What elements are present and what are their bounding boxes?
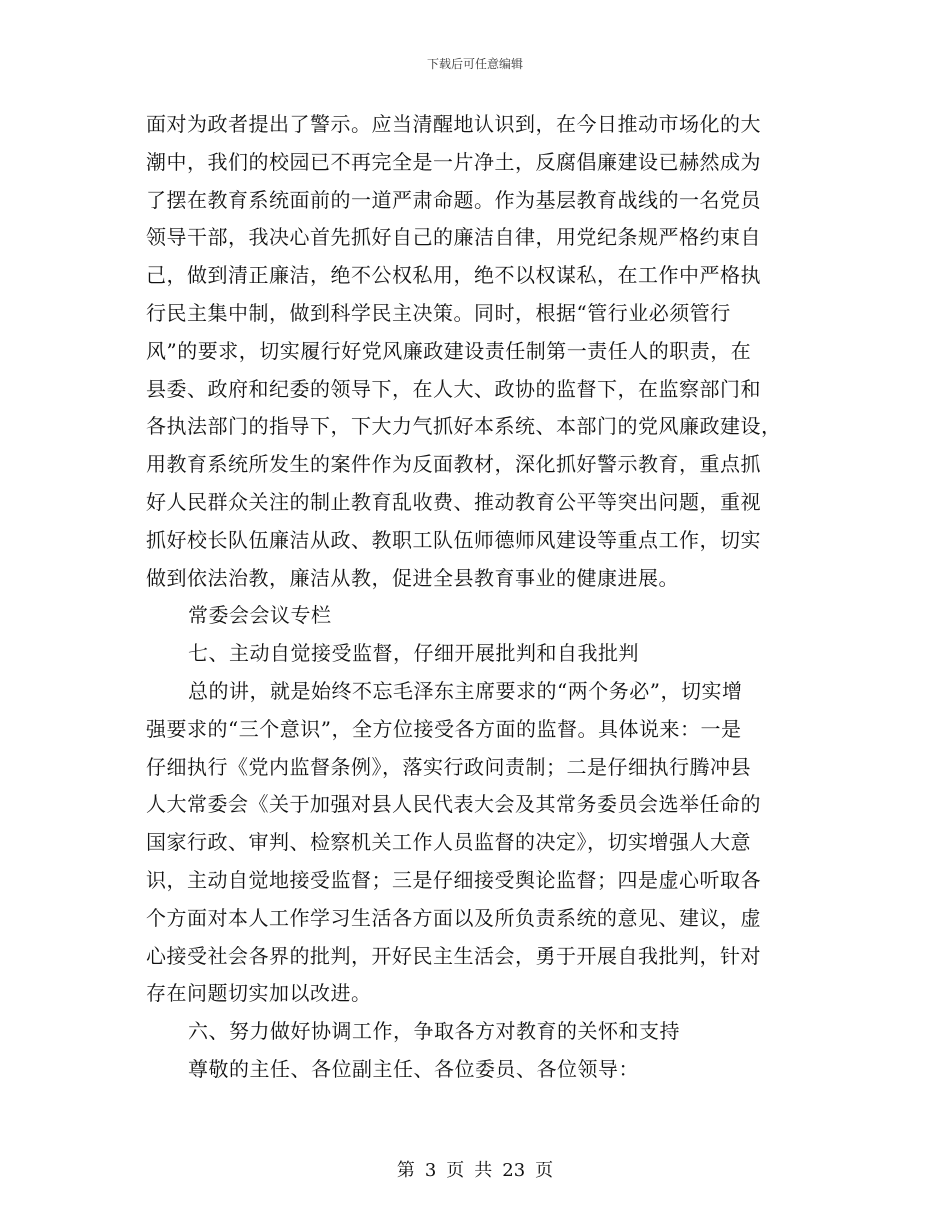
text-line: 个方面对本人工作学习生活各方面以及所负责系统的意见、建议，虚 (146, 905, 761, 930)
text-line: 国家行政、审判、检察机关工作人员监督的决定》，切实增强人大意 (146, 830, 751, 855)
current-page-number: 3 (424, 1160, 437, 1181)
text-line: 风”的要求，切实履行好党风廉政建设责任制第一责任人的职责，在 (146, 338, 752, 363)
text-line: 领导干部，我决心首先抓好自己的廉洁自律，用党纪条规严格约束自 (146, 225, 761, 250)
salutation: 尊敬的主任、各位副主任、各位委员、各位领导： (188, 1056, 639, 1081)
text-line: 存在问题切实加以改进。 (146, 981, 372, 1006)
document-body (146, 106, 808, 1089)
text-line: 面对为政者提出了警示。应当清醒地认识到，在今日推动市场化的大 (146, 112, 761, 136)
text-line: 了摆在教育系统面前的一道严肃命题。作为基层教育战线的一名党员 (146, 187, 761, 212)
text-line: 抓好校长队伍廉洁从政、教职工队伍师德师风建设等重点工作，切实 (146, 527, 761, 552)
column-heading: 常委会会议专栏 (188, 603, 332, 628)
text-line: 强要求的“三个意识”，全方位接受各方面的监督。具体说来：一是 (146, 716, 742, 741)
footer-total-label: 共 (474, 1160, 493, 1181)
page-footer (0, 1156, 950, 1182)
paragraph-start: 总的讲，就是始终不忘毛泽东主席要求的“两个务必”，切实增 (188, 678, 743, 703)
text-line: 好人民群众关注的制止教育乱收费、推动教育公平等突出问题，重视 (146, 489, 761, 514)
text-line: 识，主动自觉地接受监督；三是仔细接受舆论监督；四是虚心听取各 (146, 867, 761, 892)
footer-page-label: 页 (446, 1160, 465, 1181)
section-heading-7: 七、主动自觉接受监督，仔细开展批判和自我批判 (188, 641, 639, 666)
page-header: 下载后可任意编辑 (426, 57, 523, 71)
text-line: 用教育系统所发生的案件作为反面教材，深化抓好警示教育，重点抓 (146, 452, 761, 477)
text-line: 人大常委会《关于加强对县人民代表大会及其常务委员会选举任命的 (146, 792, 761, 817)
text-line: 己，做到清正廉洁，绝不公权私用，绝不以权谋私，在工作中严格执 (146, 263, 761, 288)
text-line: 行民主集中制，做到科学民主决策。同时，根据“管行业必须管行 (146, 300, 731, 325)
text-line: 做到依法治教，廉洁从教，促进全县教育事业的健康进展。 (146, 565, 679, 590)
text-line: 县委、政府和纪委的领导下，在人大、政协的监督下，在监察部门和 (146, 376, 761, 401)
section-heading-6: 六、努力做好协调工作，争取各方对教育的关怀和支持 (188, 1019, 680, 1044)
total-pages-number: 23 (502, 1160, 526, 1181)
text-line: 仔细执行《党内监督条例》，落实行政问责制；二是仔细执行腾冲县 (146, 754, 751, 779)
footer-prefix: 第 (396, 1160, 415, 1181)
footer-suffix: 页 (535, 1160, 554, 1181)
text-line: 潮中，我们的校园已不再完全是一片净土，反腐倡廉建设已赫然成为 (146, 149, 761, 174)
text-line: 心接受社会各界的批判，开好民主生活会，勇于开展自我批判，针对 (146, 943, 761, 968)
text-line: 各执法部门的指导下，下大力气抓好本系统、本部门的党风廉政建设， (146, 414, 782, 439)
